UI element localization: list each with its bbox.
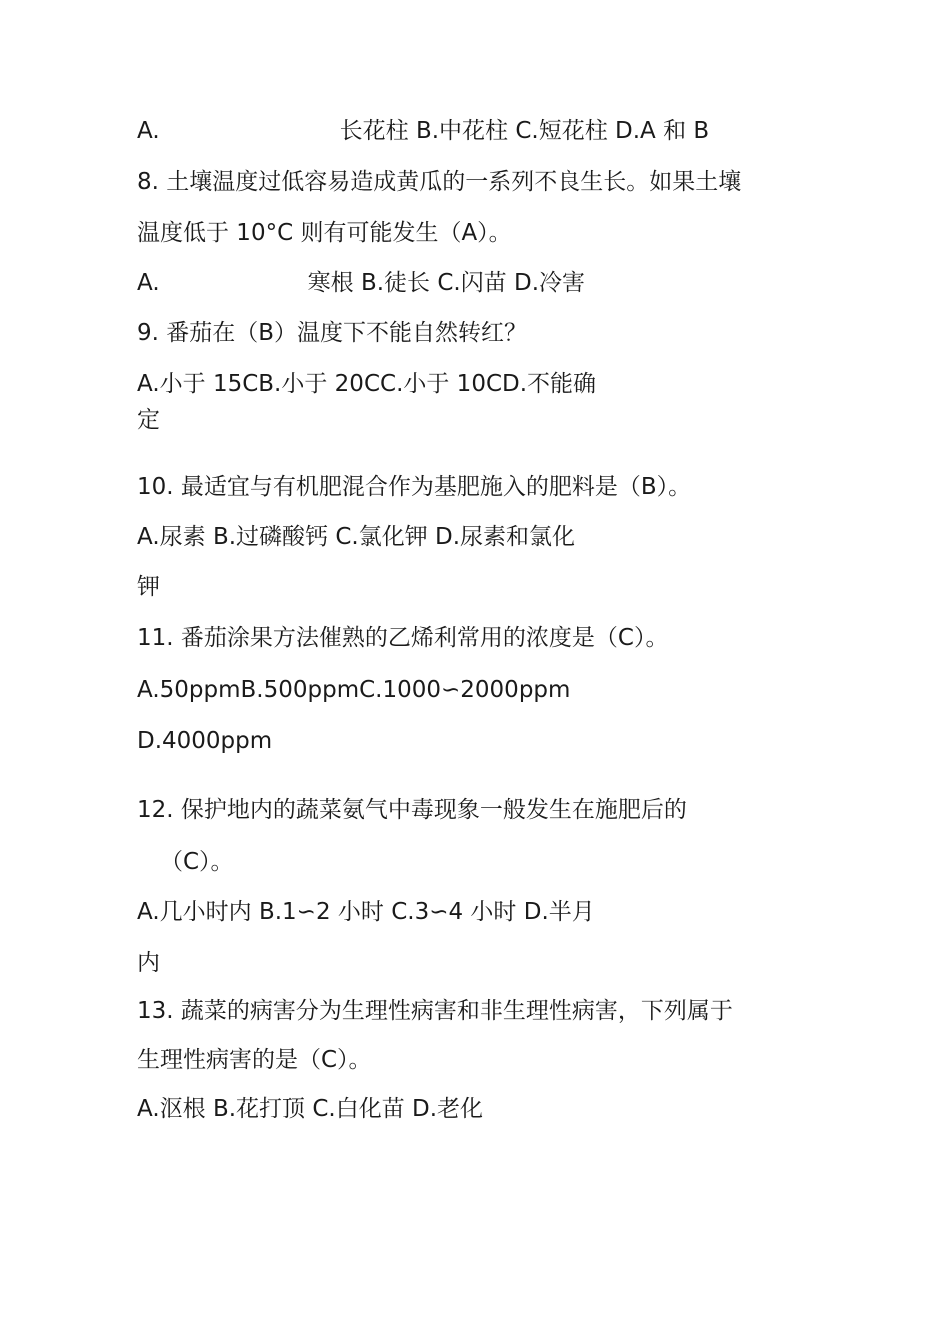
q12-stem-line2: （C）。 <box>160 849 234 875</box>
q10-options-line1: A.尿素 B.过磷酸钙 C.氯化钾 D.尿素和氯化 <box>137 524 576 550</box>
q13-options: A.沤根 B.花打顶 C.白化苗 D.老化 <box>137 1096 484 1122</box>
q9-options-line2: 定 <box>137 407 160 433</box>
q11-options-line1: A.50ppmB.500ppmC.1000∽2000ppm <box>137 677 571 703</box>
q8-options <box>137 268 585 298</box>
q11-options-line2: D.4000ppm <box>137 728 273 754</box>
q8-stem-line1: 8. 土壤温度过低容易造成黄瓜的一系列不良生长。如果土壤 <box>137 169 742 195</box>
q12-options-line1: A.几小时内 B.1∽2 小时 C.3∽4 小时 D.半月 <box>137 899 595 925</box>
q13-stem-line2: 生理性病害的是（C）。 <box>137 1047 372 1073</box>
q7-options-prefix: A. <box>137 118 160 144</box>
q7-options <box>137 116 709 146</box>
q8-options-prefix: A. <box>137 270 160 296</box>
q11-stem: 11. 番茄涂果方法催熟的乙烯利常用的浓度是（C）。 <box>137 625 669 651</box>
q7-options-rest: 长花柱 B.中花柱 C.短花柱 D.A 和 B <box>339 118 710 144</box>
q12-options-line2: 内 <box>137 950 160 976</box>
q12-stem-line1: 12. 保护地内的蔬菜氨气中毒现象一般发生在施肥后的 <box>137 797 687 823</box>
q9-options-line1: A.小于 15CB.小于 20CC.小于 10CD.不能确 <box>137 371 597 397</box>
q10-stem: 10. 最适宜与有机肥混合作为基肥施入的肥料是（B）。 <box>137 474 692 500</box>
q10-options-line2: 钾 <box>137 574 160 600</box>
q8-stem-line2: 温度低于 10°C 则有可能发生（A）。 <box>137 220 512 246</box>
q9-stem: 9. 番茄在（B）温度下不能自然转红？ <box>137 320 528 346</box>
q13-stem-line1: 13. 蔬菜的病害分为生理性病害和非生理性病害，下列属于 <box>137 998 733 1024</box>
q8-options-rest: 寒根 B.徒长 C.闪苗 D.冷害 <box>307 270 586 296</box>
